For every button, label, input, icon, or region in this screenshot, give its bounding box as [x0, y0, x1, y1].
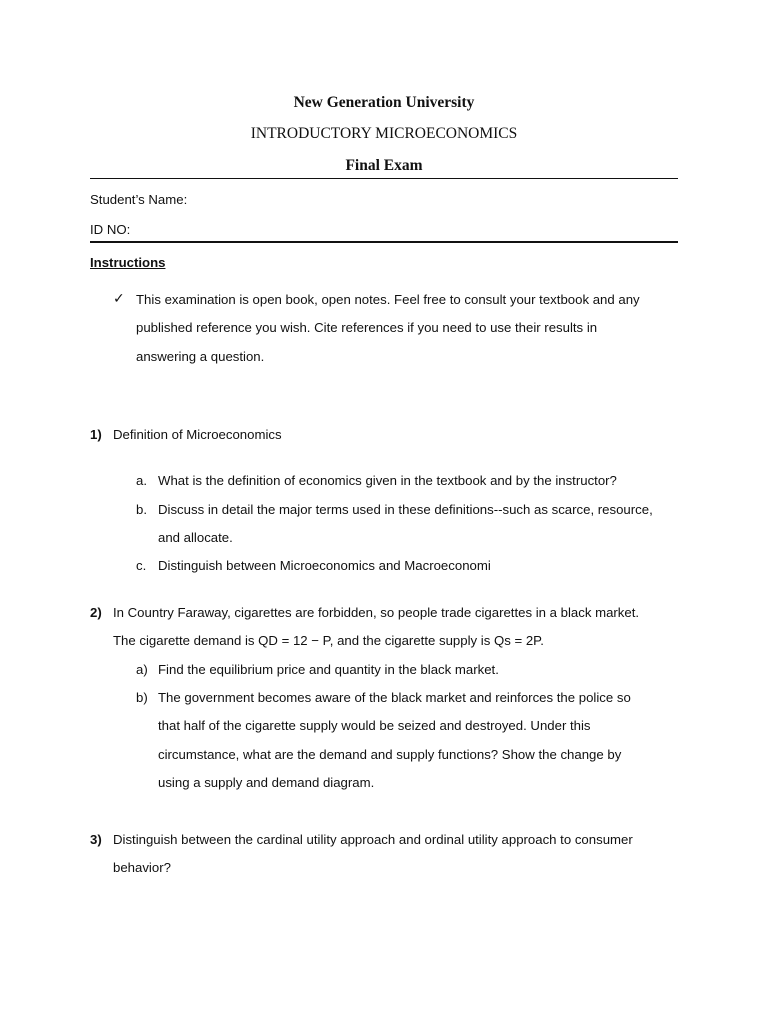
instruction-line: answering a question. [136, 349, 265, 364]
question-prompt: Distinguish between the cardinal utility approach and ordinal utility approach to consumer [113, 832, 633, 847]
student-name-label: Student’s Name: [90, 192, 188, 207]
question-prompt: Definition of Microeconomics [113, 427, 282, 442]
part-text: Find the equilibrium price and quantity in the black market. [158, 662, 499, 677]
id-label: ID NO: [90, 222, 131, 237]
question-number: 2) [90, 605, 102, 620]
part-text: Discuss in detail the major terms used in these definitions--such as scarce, resource, [158, 502, 653, 517]
part-label: a) [136, 662, 148, 677]
part-label: b. [136, 502, 147, 517]
instruction-line: published reference you wish. Cite references if you need to use their results in [136, 320, 598, 335]
part-label: a. [136, 473, 147, 488]
question-prompt: behavior? [113, 860, 171, 875]
part-text: and allocate. [158, 530, 233, 545]
part-text: The government becomes aware of the black market and reinforces the police so [158, 690, 631, 705]
university-name: New Generation University [293, 94, 475, 111]
part-text: that half of the cigarette supply would be seized and destroyed. Under this [158, 718, 591, 733]
question-number: 3) [90, 832, 102, 847]
header-divider [90, 178, 678, 179]
part-text: circumstance, what are the demand and supply functions? Show the change by [158, 747, 622, 762]
course-title: INTRODUCTORY MICROECONOMICS [250, 125, 518, 142]
question-prompt: The cigarette demand is QD = 12 − P, and the cigarette supply is Qs = 2P. [113, 633, 544, 648]
fields-divider [90, 241, 678, 243]
part-label: b) [136, 690, 148, 705]
part-label: c. [136, 558, 147, 573]
exam-title: Final Exam [345, 157, 423, 174]
part-text: What is the definition of economics given in the textbook and by the instructor? [158, 473, 617, 488]
part-text: using a supply and demand diagram. [158, 775, 375, 790]
checkmark-icon: ✓ [113, 290, 125, 306]
question-prompt: In Country Faraway, cigarettes are forbidden, so people trade cigarettes in a black market. [113, 605, 640, 620]
question-number: 1) [90, 427, 102, 442]
instruction-line: This examination is open book, open notes. Feel free to consult your textbook and any [136, 292, 640, 307]
instructions-heading: Instructions [90, 255, 166, 270]
part-text: Distinguish between Microeconomics and Macroeconomi [158, 558, 491, 573]
